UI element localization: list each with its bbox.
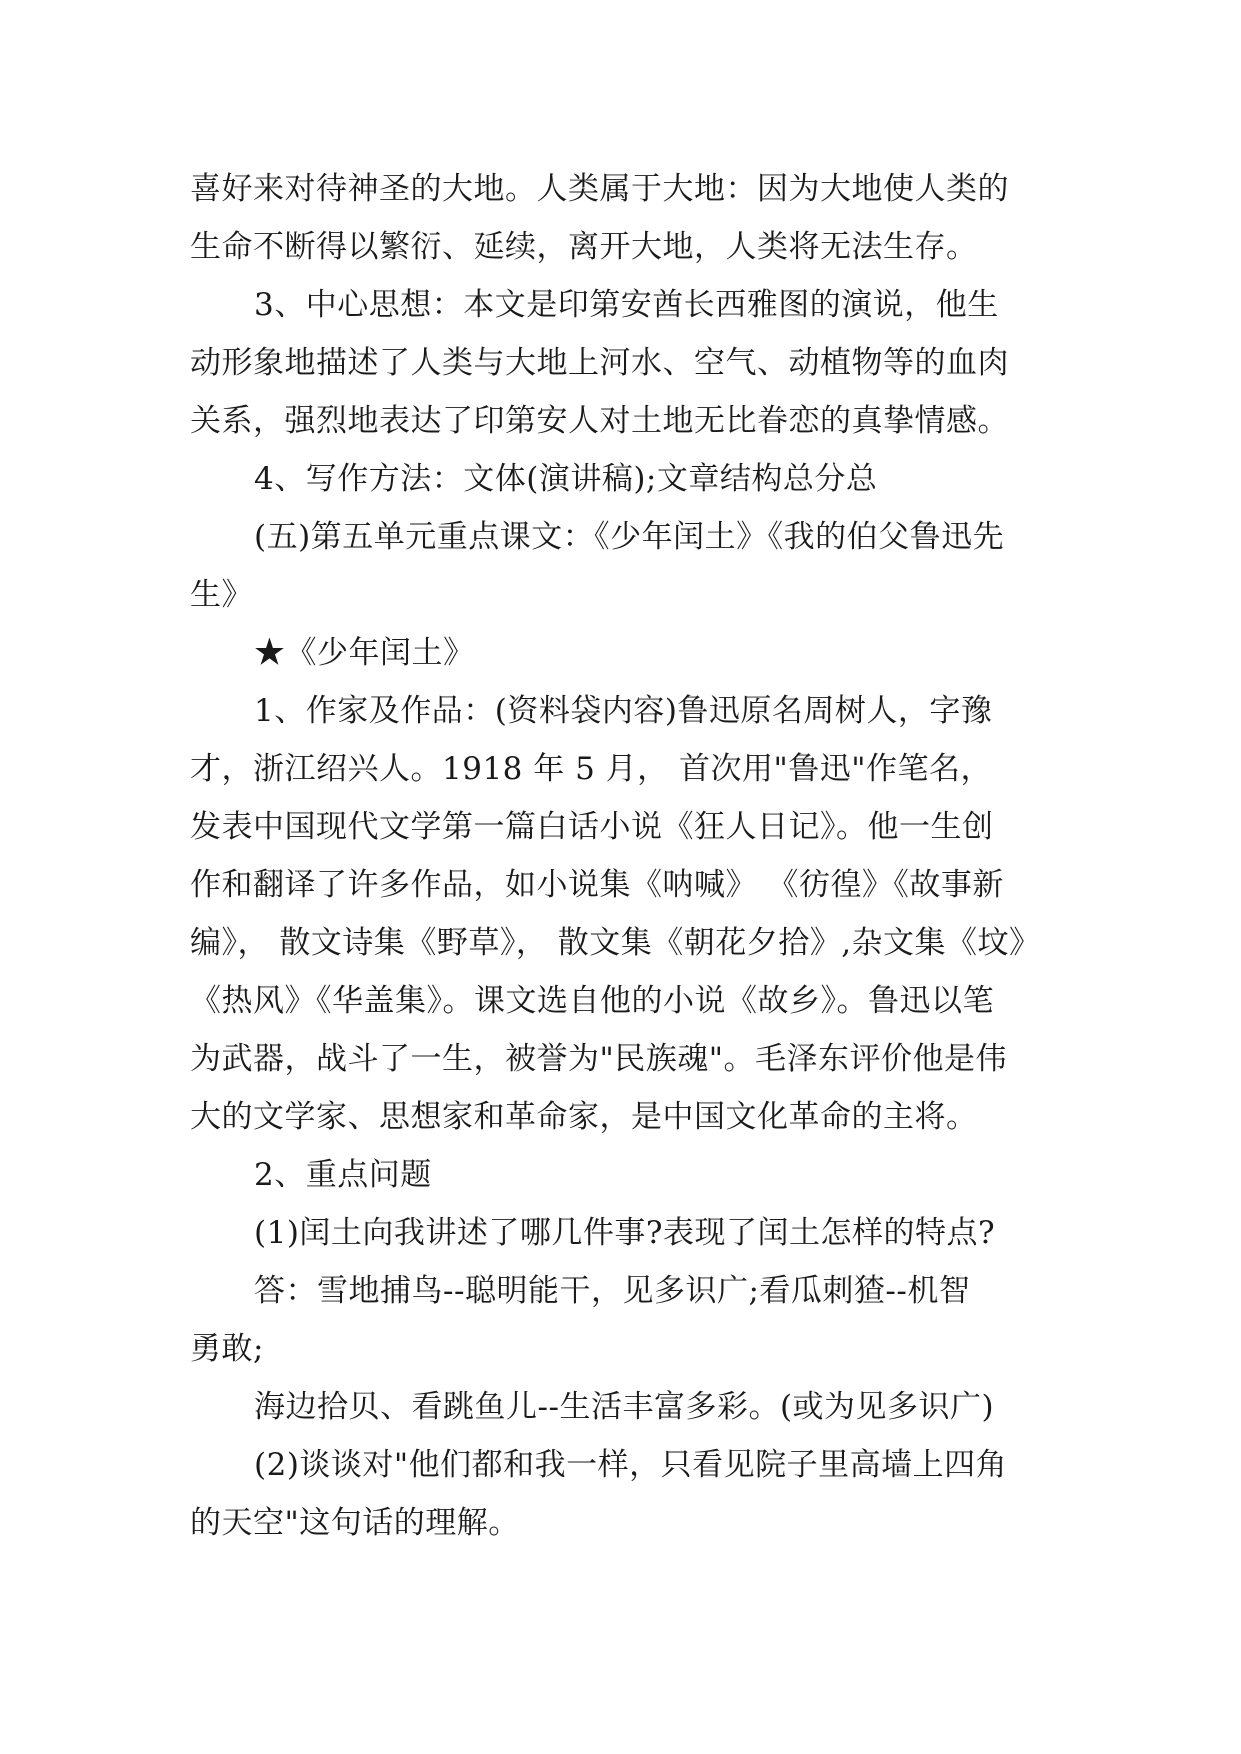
text-line: 喜好来对待神圣的大地。人类属于大地：因为大地使人类的 (190, 171, 1009, 207)
text-line: 作和翻译了许多作品，如小说集《呐喊》 《彷徨》《故事新 (190, 867, 1004, 903)
text-line: 大的文学家、思想家和革命家，是中国文化革命的主将。 (190, 1099, 978, 1135)
text-line: 动形象地描述了人类与大地上河水、空气、动植物等的血肉 (190, 345, 1009, 381)
text-line: 2、重点问题 (254, 1157, 432, 1193)
section-heading: ★《少年闰土》 (254, 635, 475, 671)
text-line: 的天空"这句话的理解。 (190, 1505, 520, 1541)
text-line: 才，浙江绍兴人。1918 年 5 月， 首次用"鲁迅"作笔名， (190, 751, 993, 787)
text-line: (五)第五单元重点课文：《少年闰土》《我的伯父鲁迅先 (254, 519, 1005, 555)
text-line: 《热风》《华盖集》。课文选自他的小说《故乡》。鲁迅以笔 (190, 983, 994, 1019)
text-line: 关系，强烈地表达了印第安人对土地无比眷恋的真挚情感。 (190, 403, 1009, 439)
text-line: 4、写作方法：文体(演讲稿);文章结构总分总 (254, 461, 878, 497)
text-line: (1)闰土向我讲述了哪几件事?表现了闰土怎样的特点? (254, 1215, 996, 1251)
text-line: 生命不断得以繁衍、延续，离开大地，人类将无法生存。 (190, 229, 978, 265)
text-line: 生》 (190, 577, 253, 613)
text-line: (2)谈谈对"他们都和我一样，只看见院子里高墙上四角 (254, 1447, 1008, 1483)
text-line: 编》， 散文诗集《野草》， 散文集《朝花夕拾》,杂文集《坟》 (190, 925, 1041, 961)
text-line: 勇敢; (190, 1331, 264, 1367)
text-line: 答：雪地捕鸟--聪明能干，见多识广;看瓜刺猹--机智 (254, 1273, 971, 1309)
document-body (190, 160, 1060, 1552)
text-line: 为武器，战斗了一生，被誉为"民族魂"。毛泽东评价他是伟 (190, 1041, 1008, 1077)
text-line: 3、中心思想：本文是印第安酋长西雅图的演说，他生 (254, 287, 999, 323)
text-line: 发表中国现代文学第一篇白话小说《狂人日记》。他一生创 (190, 809, 994, 845)
text-line: 1、作家及作品：(资料袋内容)鲁迅原名周树人，字豫 (254, 693, 993, 729)
text-line: 海边拾贝、看跳鱼儿--生活丰富多彩。(或为见多识广) (254, 1389, 995, 1425)
